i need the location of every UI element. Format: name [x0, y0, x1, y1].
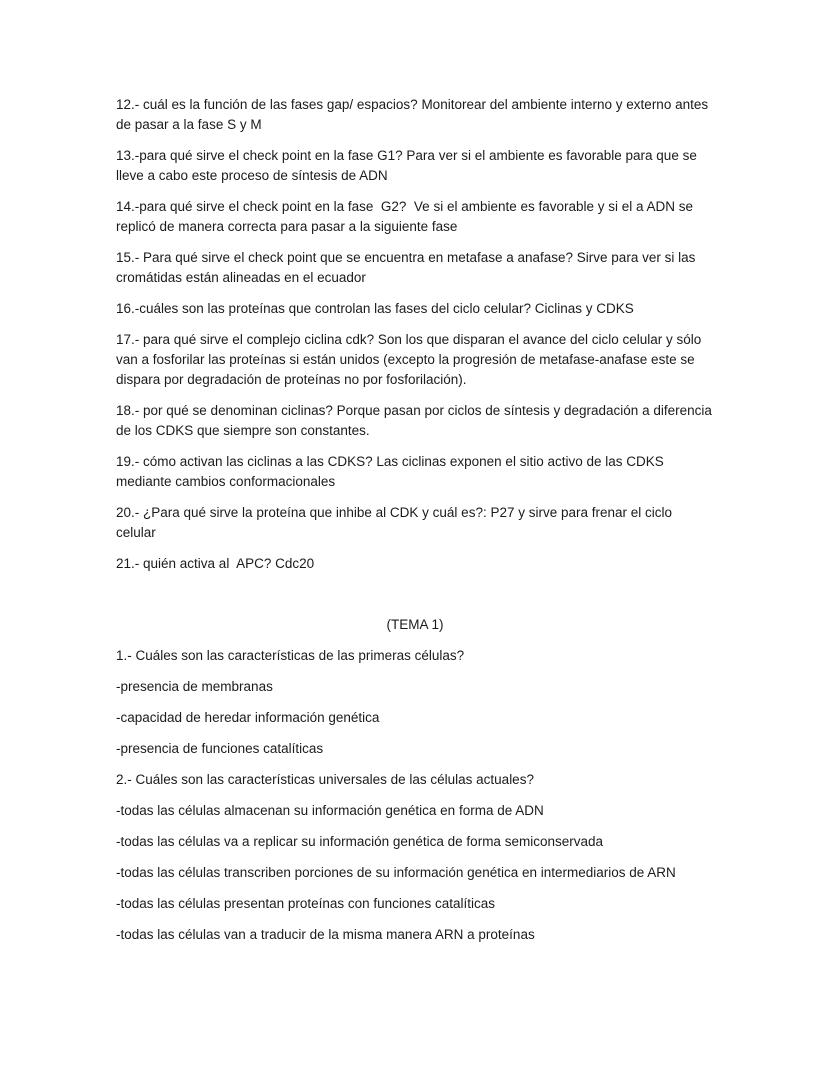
paragraph: -presencia de membranas [116, 679, 273, 694]
paragraph: 16.-cuáles son las proteínas que controlan las fases del ciclo celular? Ciclinas y CDKS [116, 301, 634, 316]
paragraph: -todas las células van a traducir de la misma manera ARN a proteínas [116, 927, 535, 942]
paragraph: -capacidad de heredar información genética [116, 710, 380, 725]
paragraph: -todas las células almacenan su información genética en forma de ADN [116, 803, 544, 818]
paragraph: -todas las células transcriben porciones de su información genética en intermediarios de ARN [116, 865, 676, 880]
paragraph: 1.- Cuáles son las características de las primeras células? [116, 648, 465, 663]
section-heading: (TEMA 1) [386, 617, 444, 632]
section-tema-1 [116, 615, 714, 945]
paragraph: 20.- ¿Para qué sirve la proteína que inhibe al CDK y cuál es?: P27 y sirve para frenar el ciclo celular [116, 505, 676, 540]
paragraph: -todas las células presentan proteínas con funciones catalíticas [116, 896, 495, 911]
paragraph: 2.- Cuáles son las características universales de las células actuales? [116, 772, 534, 787]
paragraph: 15.- Para qué sirve el check point que se encuentra en metafase a anafase? Sirve para ver si las cromátidas están alineadas en el ecuador [116, 250, 700, 285]
paragraph: 18.- por qué se denominan ciclinas? Porque pasan por ciclos de síntesis y degradación a diferencia de los CDKS que siempre son constantes. [116, 403, 716, 438]
paragraph: 19.- cómo activan las ciclinas a las CDKS? Las ciclinas exponen el sitio activo de las CDKS mediante cambios conformacionales [116, 454, 668, 489]
paragraph: 12.- cuál es la función de las fases gap/ espacios? Monitorear del ambiente interno y externo antes de pasar a la fase S y M [116, 97, 712, 132]
paragraph: 13.-para qué sirve el check point en la fase G1? Para ver si el ambiente es favorable para que se lleve a cabo este proceso de síntesis de ADN [116, 148, 701, 183]
paragraph: 17.- para qué sirve el complejo ciclina cdk? Son los que disparan el avance del ciclo celular y sólo van a fosforilar las proteínas si están unidos (excepto la progresión de metafase-anafase este se dispara por degradación de proteínas no por fosforilación). [116, 332, 706, 387]
paragraph: 21.- quién activa al APC? Cdc20 [116, 556, 315, 571]
paragraph: 14.-para qué sirve el check point en la fase G2? Ve si el ambiente es favorable y si el a ADN se replicó de manera correcta para pasar a la siguiente fase [116, 199, 697, 234]
section-cell-cycle-questions [116, 95, 714, 574]
paragraph: -todas las células va a replicar su información genética de forma semiconservada [116, 834, 603, 849]
paragraph: -presencia de funciones catalíticas [116, 741, 324, 756]
